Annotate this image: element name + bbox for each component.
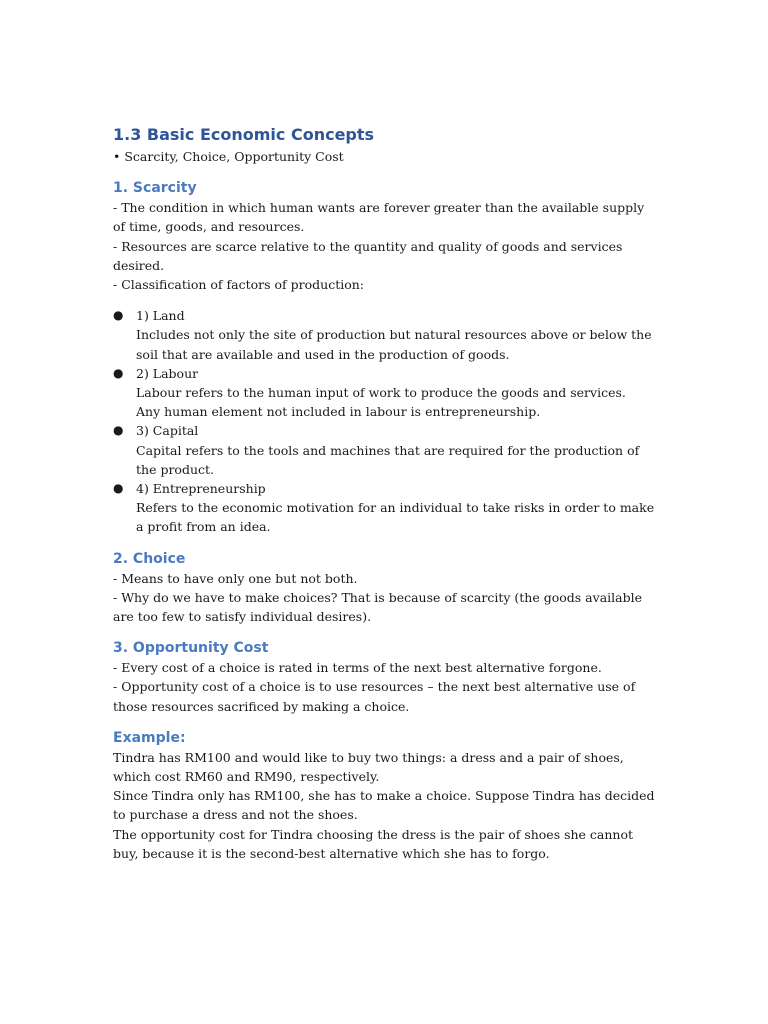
heading-opportunity-cost: 3. Opportunity Cost bbox=[113, 640, 269, 657]
document-page bbox=[113, 123, 658, 863]
bullet-icon: ● bbox=[113, 365, 124, 380]
bullet-icon: ● bbox=[113, 481, 124, 496]
list-item bbox=[113, 364, 658, 422]
list-item bbox=[113, 479, 658, 537]
example-paragraph: Since Tindra only has RM100, she has to make a choice. Suppose Tindra has decided to purchase a dress and not the shoes. bbox=[113, 788, 655, 823]
section-choice bbox=[113, 549, 658, 627]
opportunity-cost-paragraph: - Every cost of a choice is rated in terms of the next best alternative forgone. bbox=[113, 660, 602, 676]
list-item bbox=[113, 421, 658, 479]
document-subtitle: • Scarcity, Choice, Opportunity Cost bbox=[113, 149, 344, 164]
section-example bbox=[113, 728, 658, 863]
factor-label: 1) Land bbox=[136, 308, 185, 324]
bullet-icon: ● bbox=[113, 423, 124, 438]
bullet-icon: ● bbox=[113, 308, 124, 323]
factors-of-production-list bbox=[113, 306, 658, 536]
choice-paragraph: - Means to have only one but not both. bbox=[113, 570, 358, 586]
factor-label: 3) Capital bbox=[136, 423, 199, 439]
heading-scarcity: 1. Scarcity bbox=[113, 180, 197, 197]
opportunity-cost-paragraph: - Opportunity cost of a choice is to use resources – the next best alternative use of those resources sacrificed by making a choice. bbox=[113, 679, 636, 714]
heading-example: Example: bbox=[113, 729, 186, 746]
heading-choice: 2. Choice bbox=[113, 550, 186, 567]
list-item bbox=[113, 306, 658, 364]
scarcity-paragraph: - Classification of factors of production: bbox=[113, 277, 365, 293]
factor-description: Labour refers to the human input of work to produce the goods and services. bbox=[136, 385, 626, 401]
example-paragraph: The opportunity cost for Tindra choosing the dress is the pair of shoes she cannot buy, because it is the second-best alternative which she has to forgo. bbox=[113, 826, 634, 861]
section-opportunity-cost bbox=[113, 638, 658, 716]
factor-description: Refers to the economic motivation for an individual to take risks in order to make a profit from an idea. bbox=[136, 500, 655, 535]
document-title: 1.3 Basic Economic Concepts bbox=[113, 125, 375, 144]
section-scarcity bbox=[113, 178, 658, 536]
factor-description: Includes not only the site of production but natural resources above or below the soil that are available and used in the production of goods. bbox=[136, 327, 652, 362]
choice-paragraph: - Why do we have to make choices? That is because of scarcity (the goods available are too few to satisfy individual desires). bbox=[113, 589, 642, 625]
factor-label: 2) Labour bbox=[136, 365, 199, 381]
example-paragraph: Tindra has RM100 and would like to buy two things: a dress and a pair of shoes, which cost RM60 and RM90, respectively. bbox=[113, 749, 624, 785]
factor-description: Any human element not included in labour is entrepreneurship. bbox=[136, 404, 541, 420]
scarcity-paragraph: - Resources are scarce relative to the quantity and quality of goods and services desired. bbox=[113, 238, 623, 273]
scarcity-paragraph: - The condition in which human wants are forever greater than the available supply of time, goods, and resources. bbox=[113, 200, 645, 235]
factor-label: 4) Entrepreneurship bbox=[136, 481, 266, 497]
factor-description: Capital refers to the tools and machines that are required for the production of the product. bbox=[136, 442, 640, 477]
